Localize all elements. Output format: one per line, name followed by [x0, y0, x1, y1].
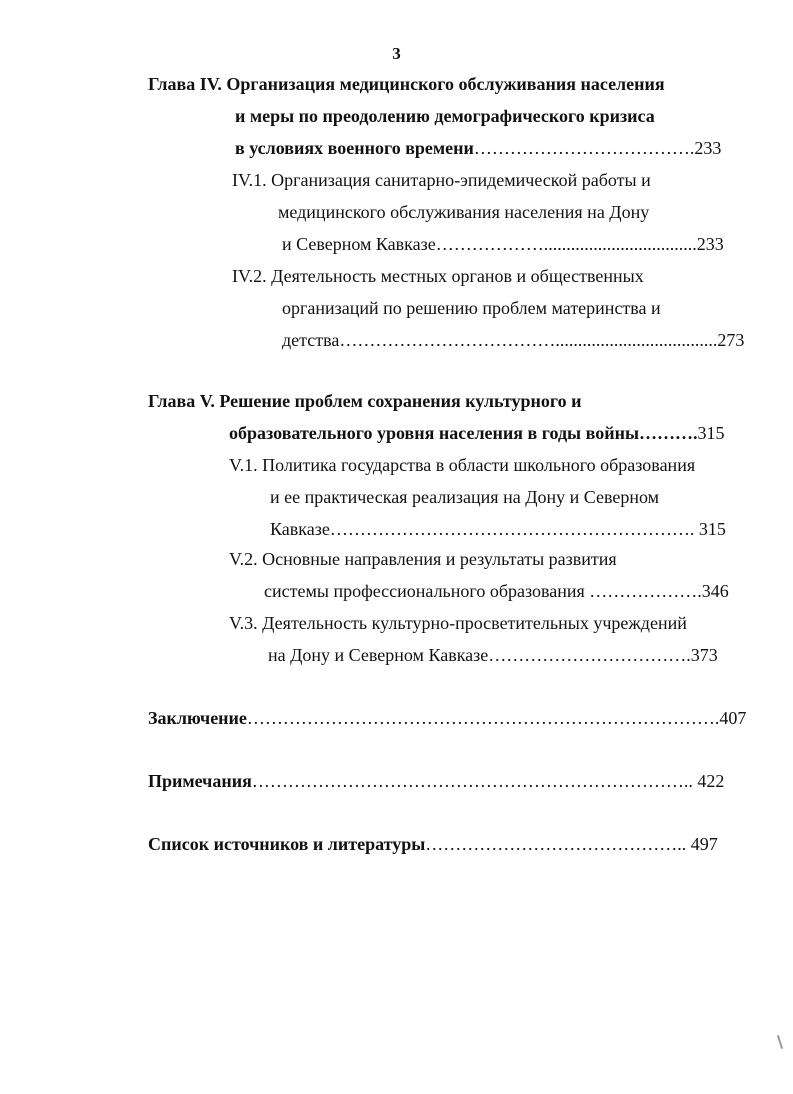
- page-ref: 346: [701, 581, 729, 601]
- chapter5-section3-line1: V.3. Деятельность культурно-просветительных учреждений: [229, 613, 687, 633]
- page-ref: 407: [719, 708, 747, 728]
- leader-dots: …………………………………………………….: [329, 519, 699, 539]
- page-ref: 233: [696, 234, 724, 254]
- page-ref: 315: [697, 423, 725, 443]
- chapter5-section1-line1: V.1. Политика государства в области школьного образования: [229, 455, 696, 475]
- leader-dots: ………………..................................: [435, 234, 697, 254]
- chapter5-section2-line2: [264, 580, 729, 602]
- chapter4-section2-line1: IV.2. Деятельность местных органов и общественных: [232, 266, 644, 286]
- chapter4-title-line3: [235, 137, 721, 159]
- chapter4-section1-line2: медицинского обслуживания населения на Дону: [278, 202, 650, 222]
- leader-dots: ……………………………………..: [425, 834, 691, 854]
- page-ref: 497: [690, 834, 718, 854]
- page-ref: 273: [717, 330, 745, 350]
- chapter5-title-line1: Глава V. Решение проблем сохранения культурного и: [148, 391, 582, 411]
- leader-dots: ……………….: [589, 581, 702, 601]
- chapter5-section1-line2: и ее практическая реализация на Дону и Северном: [270, 487, 660, 507]
- page-ref: 422: [697, 771, 725, 791]
- chapter4-section1-line3: [282, 233, 724, 255]
- section-text: детства: [282, 330, 340, 350]
- leader-dots: …………………………………………………………………….: [246, 708, 720, 728]
- section-text: Кавказе: [270, 519, 330, 539]
- sources-label: Список источников и литературы: [148, 834, 426, 854]
- section-text: системы профессионального образования: [264, 581, 590, 601]
- chapter4-section2-line2: организаций по решению проблем материнства и: [282, 298, 661, 318]
- section-text: на Дону и Северном Кавказе: [268, 645, 489, 665]
- chapter4-section1-line1: IV.1. Организация санитарно-эпидемической работы и: [232, 170, 651, 190]
- page-number: 3: [392, 44, 401, 63]
- chapter4-title-text: в условиях военного времени: [235, 138, 474, 158]
- leader-dots: …………………………….: [488, 645, 691, 665]
- section-text: и Северном Кавказе: [282, 234, 436, 254]
- leader-dots: ……………………………….: [473, 138, 695, 158]
- conclusion-entry: [148, 707, 746, 729]
- leader-dots: ………………………………....................................: [339, 330, 718, 350]
- chapter5-title-line2: [229, 422, 725, 444]
- leader-dots: ………………………………………………………………..: [251, 771, 698, 791]
- chapter5-section1-line3: [270, 518, 726, 540]
- conclusion-label: Заключение: [148, 708, 247, 728]
- chapter4-title-line1: Глава IV. Организация медицинского обслуживания населения: [148, 74, 665, 94]
- chapter4-title-line2: и меры по преодолению демографического кризиса: [235, 106, 655, 126]
- notes-label: Примечания: [148, 771, 252, 791]
- sources-entry: [148, 833, 718, 855]
- chapter5-section3-line2: [268, 644, 718, 666]
- scan-artifact-mark: [777, 1035, 783, 1049]
- notes-entry: [148, 770, 724, 792]
- page-ref: 315: [698, 519, 726, 539]
- page-ref: 373: [690, 645, 718, 665]
- leader-dots: ……….: [639, 423, 698, 443]
- page-ref: 233: [694, 138, 722, 158]
- chapter5-title-text: образовательного уровня населения в годы войны: [229, 423, 640, 443]
- chapter5-section2-line1: V.2. Основные направления и результаты развития: [229, 549, 617, 569]
- chapter4-section2-line3: [282, 329, 744, 351]
